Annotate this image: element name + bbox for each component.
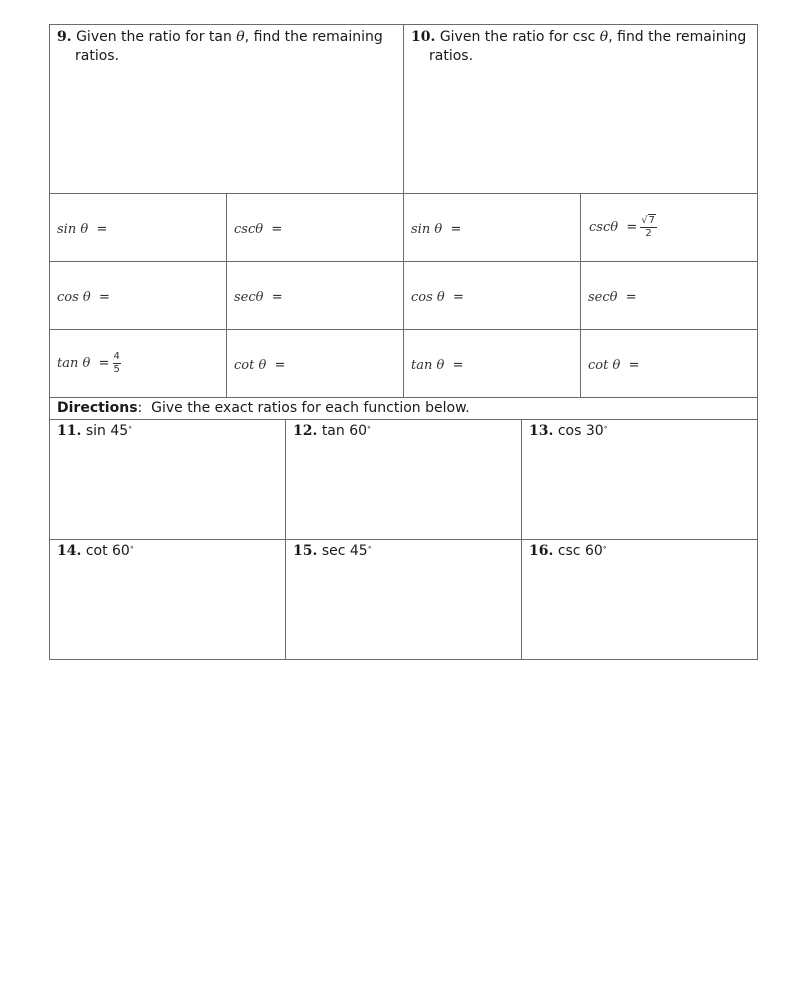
numerator: 4 xyxy=(113,351,120,362)
equals-sign: = xyxy=(271,222,283,237)
equals-sign: = xyxy=(271,290,283,305)
worksheet xyxy=(49,24,757,660)
problem-10-text: Given the ratio for csc xyxy=(439,29,596,45)
exercise-func: sin 45 xyxy=(85,423,129,439)
denominator: 5 xyxy=(113,364,120,375)
csc-label: csc xyxy=(234,222,256,237)
equals-sign: = xyxy=(96,222,108,237)
theta-symbol: θ xyxy=(255,222,264,237)
exercise-func: csc 60 xyxy=(557,543,603,559)
theta-symbol: θ xyxy=(599,29,609,45)
theta-symbol: θ xyxy=(434,222,443,237)
left-sec-cell[interactable] xyxy=(227,262,404,330)
degree-symbol: ° xyxy=(603,425,608,434)
problem-10 xyxy=(404,25,758,194)
right-cot-cell[interactable] xyxy=(581,330,758,398)
problem-9-text: Given the ratio for tan xyxy=(76,29,232,45)
theta-symbol: θ xyxy=(612,358,621,373)
tan-fraction xyxy=(113,351,121,376)
equals-sign: = xyxy=(274,358,286,373)
degree-symbol: ° xyxy=(128,425,133,434)
equals-sign: = xyxy=(98,356,110,371)
theta-symbol: θ xyxy=(609,290,618,305)
equals-sign: = xyxy=(628,358,640,373)
exercise-number: 13. xyxy=(529,423,554,439)
right-csc-cell xyxy=(581,194,758,262)
theta-symbol: θ xyxy=(82,356,91,371)
degree-symbol: ° xyxy=(367,425,372,434)
degree-symbol: ° xyxy=(367,545,372,554)
left-tan-cell xyxy=(50,330,227,398)
equals-sign: = xyxy=(99,290,110,305)
problem-9-tail: , find the remaining xyxy=(244,29,383,45)
csc-fraction xyxy=(640,215,657,240)
directions-label: Directions xyxy=(57,400,138,416)
left-cot-cell[interactable] xyxy=(227,330,404,398)
exercise-number: 14. xyxy=(57,543,82,559)
problem-9-number: 9. xyxy=(57,29,72,45)
equals-sign: = xyxy=(450,222,462,237)
denominator: 2 xyxy=(645,228,652,239)
csc-label: csc xyxy=(589,220,611,235)
tan-label: tan xyxy=(411,358,433,373)
degree-symbol: ° xyxy=(129,545,134,554)
exercise-14[interactable] xyxy=(50,540,286,660)
sec-label: sec xyxy=(234,290,256,305)
exercise-number: 11. xyxy=(57,423,82,439)
right-sec-cell[interactable] xyxy=(581,262,758,330)
problem-9 xyxy=(50,25,404,194)
exercise-table xyxy=(49,398,758,660)
degree-symbol: ° xyxy=(602,545,607,554)
left-cos-cell[interactable] xyxy=(50,262,227,330)
right-cos-cell[interactable] xyxy=(404,262,581,330)
theta-symbol: θ xyxy=(82,290,91,305)
directions-colon: : xyxy=(137,400,143,416)
sin-label: sin xyxy=(411,222,431,237)
theta-symbol: θ xyxy=(258,358,267,373)
exercise-func: cot 60 xyxy=(85,543,130,559)
radicand: 7 xyxy=(648,215,655,226)
left-sin-cell[interactable] xyxy=(50,194,227,262)
exercise-func: tan 60 xyxy=(321,423,368,439)
equals-sign: = xyxy=(626,220,638,235)
equals-sign: = xyxy=(453,290,464,305)
exercise-15[interactable] xyxy=(286,540,522,660)
theta-symbol: θ xyxy=(255,290,264,305)
theta-symbol: θ xyxy=(80,222,89,237)
sqrt-symbol: √ xyxy=(641,215,648,226)
right-sin-cell[interactable] xyxy=(404,194,581,262)
problem-10-tail: , find the remaining xyxy=(608,29,747,45)
right-tan-cell[interactable] xyxy=(404,330,581,398)
directions-text: Give the exact ratios for each function below. xyxy=(151,400,470,416)
sin-label: sin xyxy=(57,222,77,237)
problem-10-cont: ratios. xyxy=(429,48,474,64)
cos-label: cos xyxy=(411,290,433,305)
directions xyxy=(50,398,758,420)
exercise-number: 12. xyxy=(293,423,318,439)
problem-9-cont: ratios. xyxy=(75,48,120,64)
exercise-13[interactable] xyxy=(522,420,758,540)
exercise-number: 16. xyxy=(529,543,554,559)
exercise-number: 15. xyxy=(293,543,318,559)
exercise-11[interactable] xyxy=(50,420,286,540)
equals-sign: = xyxy=(452,358,464,373)
exercise-func: cos 30 xyxy=(557,423,604,439)
equals-sign: = xyxy=(625,290,637,305)
exercise-16[interactable] xyxy=(522,540,758,660)
theta-symbol: θ xyxy=(436,358,445,373)
problem-10-number: 10. xyxy=(411,29,436,45)
exercise-func: sec 45 xyxy=(321,543,368,559)
theta-symbol: θ xyxy=(436,290,445,305)
cot-label: cot xyxy=(588,358,609,373)
ratio-table xyxy=(49,24,758,398)
cos-label: cos xyxy=(57,290,79,305)
left-csc-cell[interactable] xyxy=(227,194,404,262)
theta-symbol: θ xyxy=(236,29,245,45)
exercise-12[interactable] xyxy=(286,420,522,540)
sec-label: sec xyxy=(588,290,610,305)
tan-label: tan xyxy=(57,356,79,371)
cot-label: cot xyxy=(234,358,255,373)
theta-symbol: θ xyxy=(610,220,619,235)
